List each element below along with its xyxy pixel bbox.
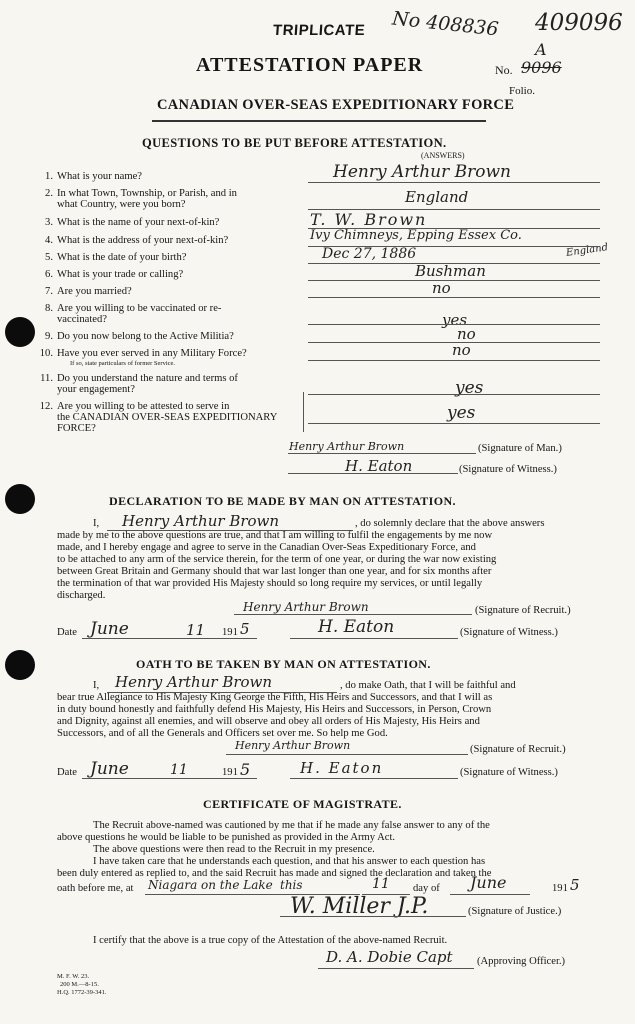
magistrate-oath-year-suffix: 5: [570, 876, 580, 894]
question-text: What is the name of your next-of-kin?: [57, 217, 220, 228]
question-text: What is your trade or calling?: [57, 269, 184, 280]
signature-of-man: Henry Arthur Brown: [289, 440, 405, 453]
question-number: 5.: [45, 252, 53, 263]
declaration-witness-label: (Signature of Witness.): [460, 627, 558, 638]
magistrate-line: The above questions were then read to the Recruit in my presence.: [93, 844, 375, 855]
answer-next-of-kin: T. W. Brown: [310, 210, 428, 229]
questions-section-title: QUESTIONS TO BE PUT BEFORE ATTESTATION.: [142, 136, 447, 150]
document-title: ATTESTATION PAPER: [196, 54, 424, 76]
answer-kin-address: Ivy Chimneys, Epping Essex Co.: [310, 228, 522, 243]
answer-military-force: no: [452, 341, 471, 359]
oath-recruit-label: (Signature of Recruit.): [470, 744, 566, 755]
oath-witness-label: (Signature of Witness.): [460, 767, 558, 778]
declaration-title: DECLARATION TO BE MADE BY MAN ON ATTESTATION.: [109, 494, 456, 508]
no-value: 9096: [521, 58, 562, 77]
oath-witness-signature: H. Eaton: [300, 759, 384, 777]
oath-recruit-signature: Henry Arthur Brown: [235, 739, 351, 752]
magistrate-oath-place: Niagara on the Lake: [148, 878, 273, 892]
question-number: 12.: [39, 401, 53, 412]
oath-date-day: 11: [170, 762, 188, 778]
question-number: 9.: [45, 331, 53, 342]
question-number: 11.: [40, 373, 53, 384]
oath-date-month: June: [90, 759, 129, 779]
justice-signature: W. Miller J.P.: [290, 894, 429, 919]
answer-understand: yes: [455, 378, 484, 398]
answer-married: no: [432, 279, 451, 297]
no-label: No.: [495, 63, 513, 77]
form-code: M. F. W. 23.: [57, 973, 90, 980]
force-title: CANADIAN OVER-SEAS EXPEDITIONARY FORCE: [157, 97, 515, 113]
magistrate-oath-this: this: [280, 878, 303, 892]
question-text: What is the address of your next-of-kin?: [57, 235, 229, 246]
signature-of-man-label: (Signature of Man.): [478, 443, 562, 454]
question-text: Are you willing to be vaccinated or re-: [57, 303, 222, 314]
oath-line: and Dignity, against all enemies, and will observe and obey all orders of His Majesty, His Heirs and: [57, 716, 480, 727]
magistrate-line: been duly entered as replied to, and the said Recruit has made and signed the declaration and taken the: [57, 868, 492, 879]
declaration-recruit-signature: Henry Arthur Brown: [243, 600, 369, 614]
oath-date-label: Date: [57, 767, 77, 778]
handwritten-number: No 408836: [391, 7, 500, 41]
magistrate-day-of: day of: [413, 883, 440, 894]
answer-birthplace: England: [405, 188, 469, 206]
question-text: Do you understand the nature and terms of: [57, 373, 238, 384]
question-text: Do you now belong to the Active Militia?: [57, 331, 234, 342]
no-prefix: A: [535, 40, 547, 59]
punch-hole-middle: [5, 484, 35, 514]
question-number: 4.: [45, 235, 53, 246]
question-text: Are you willing to be attested to serve in: [57, 401, 230, 412]
approving-officer-label: (Approving Officer.): [477, 956, 566, 967]
question-text: In what Town, Township, or Parish, and in: [57, 188, 237, 199]
declaration-i: I,: [93, 518, 100, 529]
oath-i: I,: [93, 680, 100, 691]
declaration-name: Henry Arthur Brown: [122, 512, 280, 530]
magistrate-line: I have taken care that he understands each question, and that his answer to each question has: [93, 856, 486, 867]
certify-text: I certify that the above is a true copy of the Attestation of the above-named Recruit.: [93, 935, 448, 946]
approving-officer-signature: D. A. Dobie Capt: [326, 948, 453, 966]
question-text-cont: vaccinated?: [57, 314, 107, 325]
declaration-line: to be attached to any arm of the service therein, for the term of one year, or during the war now existing: [57, 554, 497, 565]
question-number: 1.: [45, 171, 53, 182]
question-number: 3.: [45, 217, 53, 228]
magistrate-line: above questions he would be liable to be punished as provided in the Army Act.: [57, 832, 396, 843]
oath-line: Successors, and of all the Generals and Officers set over me. So help me God.: [57, 728, 388, 739]
question-text-cont: what Country, were you born?: [57, 199, 186, 210]
oath-line: in duty bound honestly and faithfully defend His Majesty, His Heirs and Successors, in Person, Crown: [57, 704, 492, 715]
answer-vaccinated: yes: [442, 311, 468, 329]
magistrate-oath-day: 11: [372, 876, 390, 892]
punch-hole-top: [5, 317, 35, 347]
answer-attested: yes: [447, 403, 476, 423]
answer-kin-address-cont: England: [565, 242, 609, 259]
question-text: Are you married?: [57, 286, 132, 297]
declaration-line: , do solemnly declare that the above answers: [355, 518, 545, 529]
declaration-date-day: 11: [186, 621, 206, 639]
declaration-date-label: Date: [57, 627, 77, 638]
signature-of-witness: H. Eaton: [345, 457, 413, 475]
signature-of-witness-label: (Signature of Witness.): [459, 464, 557, 475]
declaration-line: the termination of that war provided His Majesty should so long require my services, or until legally: [57, 578, 483, 589]
question-text-small: If so, state particulars of former Service.: [70, 360, 176, 367]
answer-birth-date: Dec 27, 1886: [322, 246, 417, 262]
triplicate-stamp: TRIPLICATE: [272, 22, 366, 39]
question-number: 10.: [39, 348, 53, 359]
declaration-witness-signature: H. Eaton: [318, 617, 395, 637]
question-text-cont: FORCE?: [57, 423, 96, 434]
magistrate-oath-label: oath before me, at: [57, 883, 134, 894]
answer-militia: no: [457, 325, 476, 343]
declaration-line: discharged.: [57, 590, 106, 601]
oath-name: Henry Arthur Brown: [115, 673, 273, 691]
oath-title: OATH TO BE TAKEN BY MAN ON ATTESTATION.: [136, 657, 431, 671]
declaration-date-year-suffix: 5: [240, 620, 250, 638]
question-number: 2.: [45, 188, 53, 199]
form-print-run: 200 M.—8-15.: [60, 981, 99, 988]
question-text: What is the date of your birth?: [57, 252, 187, 263]
declaration-line: between Great Britain and Germany should that war last longer than one year, and for six months after: [57, 566, 492, 577]
oath-line: , do make Oath, that I will be faithful and: [340, 680, 516, 691]
answers-label: (ANSWERS): [421, 151, 465, 160]
oath-line: bear true Allegiance to His Majesty King George the Fifth, His Heirs and Successors, and that I will as: [57, 692, 493, 703]
answer-trade: Bushman: [415, 262, 486, 280]
question-text: What is your name?: [57, 171, 143, 182]
question-number: 7.: [45, 286, 53, 297]
question-text-cont: the CANADIAN OVER-SEAS EXPEDITIONARY: [57, 412, 278, 423]
question-text-cont: your engagement?: [57, 384, 135, 395]
form-hq-code: H.Q. 1772-39-341.: [57, 989, 107, 996]
declaration-date-year: 191: [222, 627, 238, 638]
magistrate-oath-month: June: [470, 873, 507, 892]
corner-number: 409096: [535, 10, 623, 36]
question-number: 6.: [45, 269, 53, 280]
declaration-recruit-label: (Signature of Recruit.): [475, 605, 571, 616]
oath-date-year-suffix: 5: [240, 760, 251, 779]
punch-hole-bottom: [5, 650, 35, 680]
magistrate-line: The Recruit above-named was cautioned by me that if he made any false answer to any of the: [93, 820, 490, 831]
declaration-line: made by me to the above questions are true, and that I am willing to fulfil the engagements by me now: [57, 530, 493, 541]
question-number: 8.: [45, 303, 53, 314]
magistrate-title: CERTIFICATE OF MAGISTRATE.: [203, 797, 402, 811]
oath-date-year: 191: [222, 767, 238, 778]
question-text: Have you ever served in any Military Force?: [57, 348, 247, 359]
folio-label: Folio.: [509, 85, 535, 97]
declaration-line: made, and I hereby engage and agree to serve in the Canadian Over-Seas Expeditionary Force, and: [57, 542, 476, 553]
magistrate-oath-year: 191: [552, 883, 568, 894]
answer-name: Henry Arthur Brown: [333, 162, 511, 182]
justice-label: (Signature of Justice.): [468, 906, 562, 917]
declaration-date-month: June: [90, 619, 129, 639]
